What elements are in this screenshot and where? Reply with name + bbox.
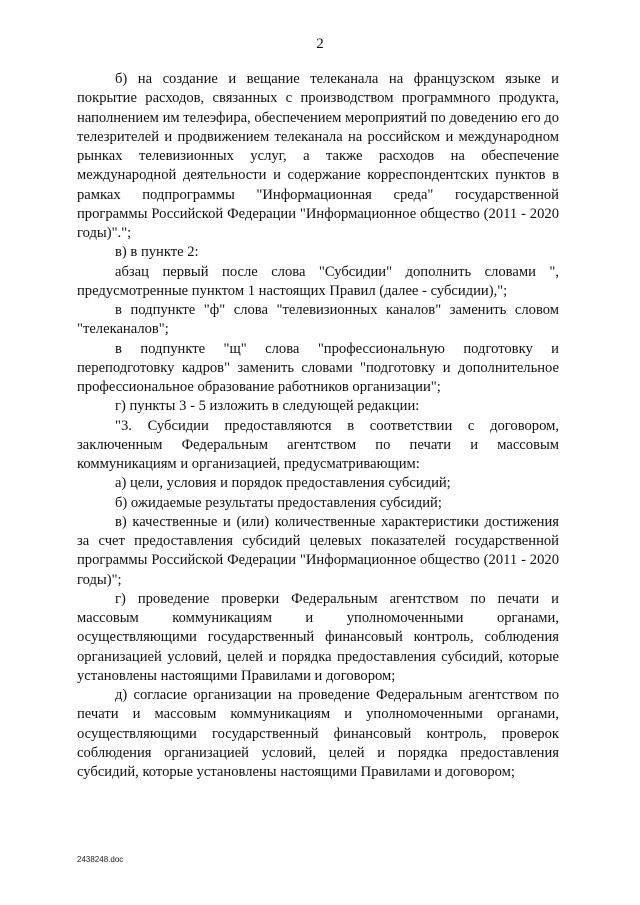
paragraph-item-g: г) проведение проверки Федеральным агентством по печати и массовым коммуникациям и уполномоченными органами, осуществляющими государственный финансовый контроль, соблюдения организацией условий, целей и порядка предоставления субсидий, которые установлены настоящими Правилами и договором; [77,590,559,684]
paragraph-item-d: д) согласие организации на проведение Федеральным агентством по печати и массовым коммуникациям и уполномоченными органами, осуществляющими государственный финансовый контроль, проверок соблюдения организацией условий, целей и порядка предоставления субсидий, которые установлены настоящими Правилами и договором; [77,687,559,780]
document-body [77,70,559,782]
paragraph-item-b: б) ожидаемые результаты предоставления субсидий; [115,494,442,511]
paragraph-item-v: в) качественные и (или) количественные характеристики достижения за счет предоставления субсидий целевых показателей государственной программы Российской Федерации "Информационное общество (2011 - 2020 годы)"; [77,513,559,588]
paragraph-b-purpose: б) на создание и вещание телеканала на французском языке и покрытие расходов, связанных с производством программного продукта, наполнением им телеэфира, обеспечением мероприятий по доведению его до телезрителей и продвижением телеканала на российском и международном рынках телевизионных услуг, а также расходов на обеспечение международной деятельности и содержание корреспондентских пунктов в рамках подпрограммы "Информационная среда" государственной программы Российской Федерации "Информационное общество (2011 - 2020 годы)"."; [77,71,559,241]
paragraph-v-clause2: в) в пункте 2: [115,244,199,261]
footer-doc-id: 2438248.doc [77,855,124,864]
paragraph-first-abzac: абзац первый после слова "Субсидии" дополнить словами ", предусмотренные пунктом 1 настоящих Правил (далее - субсидии),"; [77,263,559,299]
paragraph-subpoint-f: в подпункте "ф" слова "телевизионных каналов" заменить словом "телеканалов"; [77,302,559,338]
paragraph-point-3: "3. Субсидии предоставляются в соответствии с договором, заключенным Федеральным агентством по печати и массовым коммуникациям и организацией, предусматривающим: [77,417,559,472]
paragraph-subpoint-shch: в подпункте "щ" слова "профессиональную подготовку и переподготовку кадров" заменить словами "подготовку и дополнительное профессиональное образование работников организации"; [77,340,559,395]
paragraph-g-points: г) пункты 3 - 5 изложить в следующей редакции: [115,398,420,415]
page-number: 2 [316,36,324,52]
paragraph-item-a: а) цели, условия и порядок предоставления субсидий; [115,475,451,492]
